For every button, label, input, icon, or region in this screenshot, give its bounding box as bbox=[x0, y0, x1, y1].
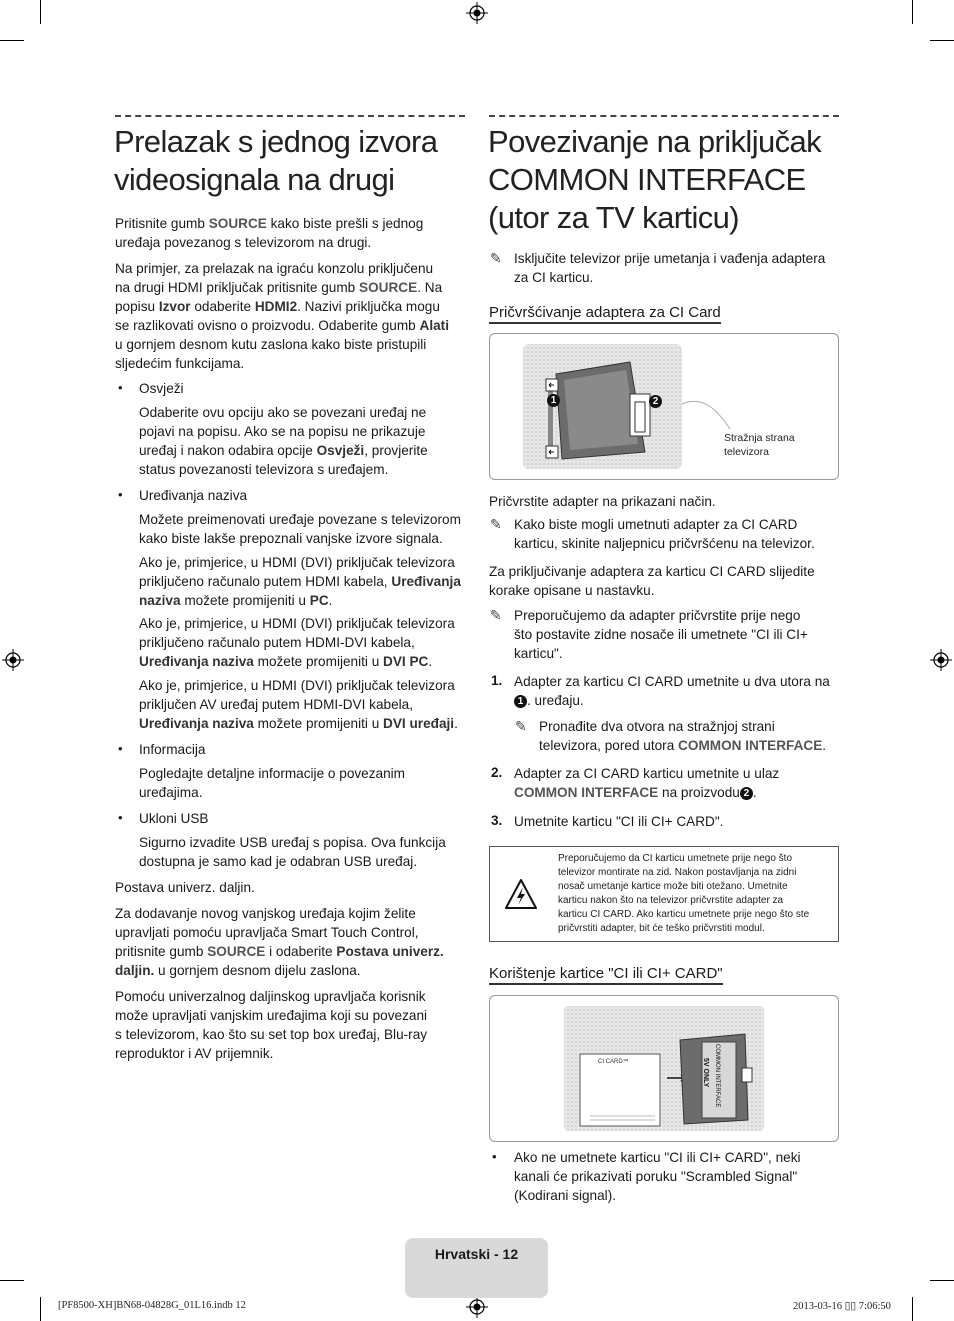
attach-text: Pričvrstite adapter na prikazani način. bbox=[489, 494, 716, 509]
bullet-osvjezi: Osvježi bbox=[139, 381, 184, 396]
registration-mark-icon bbox=[466, 1296, 488, 1318]
print-info-left: [PF8500-XH]BN68-04828G_01L16.indb 12 bbox=[58, 1300, 246, 1311]
warning-box bbox=[489, 846, 839, 942]
page-number: Hrvatski - 12 bbox=[434, 1246, 519, 1262]
connect-paragraph: Za priključivanje adaptera za karticu CI CARD slijedite korake opisane u nastavku. bbox=[489, 564, 815, 598]
ci-card-label: CI CARD™ bbox=[598, 1059, 629, 1065]
warning-text: Preporučujemo da CI karticu umetnete prije nego što televizor montirate na zid. Nakon postavljanja na zidni nosač umetanje kartice može biti otežano. Umetnite karticu nakon što na televizor pričvrstite adapter za karticu CI CARD. Ako karticu umetnete prije nego što ste pričvrstiti adapter, bit će teško pričvrstiti modul. bbox=[558, 853, 810, 934]
uredivanja-body-3: Ako je, primjerice, u HDMI (DVI) priključak televizora priključeno računalo putem HDMI-DVI kabela, Uređivanja naziva možete promijeniti u DVI PC. bbox=[139, 616, 455, 669]
step-3: Umetnite karticu "CI ili CI+ CARD". bbox=[514, 814, 724, 829]
subheading-attach-adapter: Pričvršćivanje adaptera za CI Card bbox=[489, 304, 721, 324]
common-interface-label: COMMON INTERFACE bbox=[714, 1044, 720, 1108]
bullet-ukloni-usb: Ukloni USB bbox=[139, 811, 209, 826]
uredivanja-body-4: Ako je, primjerice, u HDMI (DVI) priključak televizora priključen AV uređaj putem HDMI-DVI kabela, Uređivanja naziva možete promijeniti u DVI uređaji. bbox=[139, 678, 458, 731]
subheading-using-card: Korištenje kartice "CI ili CI+ CARD" bbox=[489, 965, 723, 985]
bullet-informacija: Informacija bbox=[139, 742, 206, 757]
left-paragraph-1: Pritisnite gumb SOURCE kako biste prešli s jednog uređaja povezanog s televizorom na drugi. bbox=[115, 216, 424, 250]
step-1: Adapter za karticu CI CARD umetnite u dva utora na 1 . uređaju. bbox=[514, 674, 830, 708]
left-paragraph-2: Na primjer, za prelazak na igraću konzolu priključenu na drugi HDMI priključak pritisnite gumb SOURCE. Na popisu Izvor odaberite HDMI2. Nazivi priključka mogu se razlikovati ovisno o proizvodu. Odaberite gumb Alati u gornjem desnom kutu zaslona kako biste pristupili sljedećim funkcijama. bbox=[115, 261, 449, 371]
osvjezi-body: Odaberite ovu opciju ako se povezani uređaj ne pojavi na popisu. Ako se na popisu ne prikazuje uređaj i nakon odabira opcije Osvježi, provjerite status povezanosti televizora s uređajem. bbox=[139, 405, 428, 477]
section-divider bbox=[489, 115, 839, 117]
informacija-body: Pogledajte detaljne informacije o povezanim uređajima. bbox=[139, 766, 405, 800]
note-2: Kako biste mogli umetnuti adapter za CI CARD karticu, skinite naljepnicu pričvršćenu na televizor. bbox=[514, 517, 815, 551]
postava-heading: Postava univerz. daljin. bbox=[115, 880, 255, 895]
figure-label-back: Stražnja strana televizora bbox=[724, 432, 795, 458]
note-pencil-icon: ✎ bbox=[515, 718, 527, 734]
postava-paragraph: Za dodavanje novog vanjskog uređaja kojim želite upravljati pomoću upravljača Smart Touch Control, pritisnite gumb SOURCE i odaberite Postava univerz. daljin. u gornjem desnom dijelu zaslona. bbox=[115, 906, 444, 978]
note-1: Isključite televizor prije umetanja i vađenja adaptera za CI karticu. bbox=[514, 251, 826, 285]
right-title: Povezivanje na priključak COMMON INTERFACE (utor za TV karticu) bbox=[488, 124, 822, 235]
registration-mark-icon bbox=[930, 649, 952, 671]
note-3: Preporučujemo da adapter pričvrstite prije nego što postavite zidne nosače ili umetnete "CI ili CI+ karticu". bbox=[514, 608, 808, 661]
ukloni-usb-body: Sigurno izvadite USB uređaj s popisa. Ova funkcija dostupna je samo kad je odabran USB uređaj. bbox=[139, 835, 446, 869]
registration-mark-icon bbox=[466, 2, 488, 24]
figure-card-insert bbox=[489, 995, 839, 1142]
note-pencil-icon: ✎ bbox=[490, 250, 502, 266]
figure-adapter-attach bbox=[489, 333, 839, 480]
bullet-scrambled: Ako ne umetnete karticu "CI ili CI+ CARD", neki kanali će prikazivati poruku "Scrambled Signal" (Kodirani signal). bbox=[514, 1150, 801, 1203]
pomocu-paragraph: Pomoću univerzalnog daljinskog upravljača korisnik može upravljati vanjskim uređajima koji su povezani s televizorom, kao što su set top box uređaj, Blu-ray reproduktor i AV prijemnik. bbox=[115, 989, 428, 1061]
note-pencil-icon: ✎ bbox=[490, 516, 502, 532]
section-divider bbox=[115, 115, 465, 117]
print-info-right: 2013-03-16 ▯▯ 7:06:50 bbox=[793, 1301, 891, 1312]
uredivanja-body-2: Ako je, primjerice, u HDMI (DVI) priključak televizora priključeno računalo putem HDMI kabela, Uređivanja naziva možete promijeniti u PC. bbox=[139, 555, 461, 608]
step-2: Adapter za CI CARD karticu umetnite u ulaz COMMON INTERFACE na proizvodu 2 . bbox=[514, 766, 780, 800]
uredivanja-body-1: Možete preimenovati uređaje povezane s televizorom kako biste lakše prepoznali vanjske izvore signala. bbox=[139, 512, 461, 546]
step-1-marker: 1 bbox=[547, 394, 560, 407]
5v-only-label: 5V ONLY bbox=[702, 1058, 709, 1088]
step-1-note: Pronađite dva otvora na stražnjoj strani televizora, pored utora COMMON INTERFACE. bbox=[539, 719, 827, 753]
note-pencil-icon: ✎ bbox=[490, 607, 502, 623]
step-2-marker: 2 bbox=[649, 395, 662, 408]
left-title: Prelazak s jednog izvora videosignala na drugi bbox=[114, 124, 438, 197]
bullet-uredivanja: Uređivanja naziva bbox=[139, 488, 248, 503]
registration-mark-icon bbox=[2, 649, 24, 671]
warning-icon bbox=[504, 877, 538, 911]
